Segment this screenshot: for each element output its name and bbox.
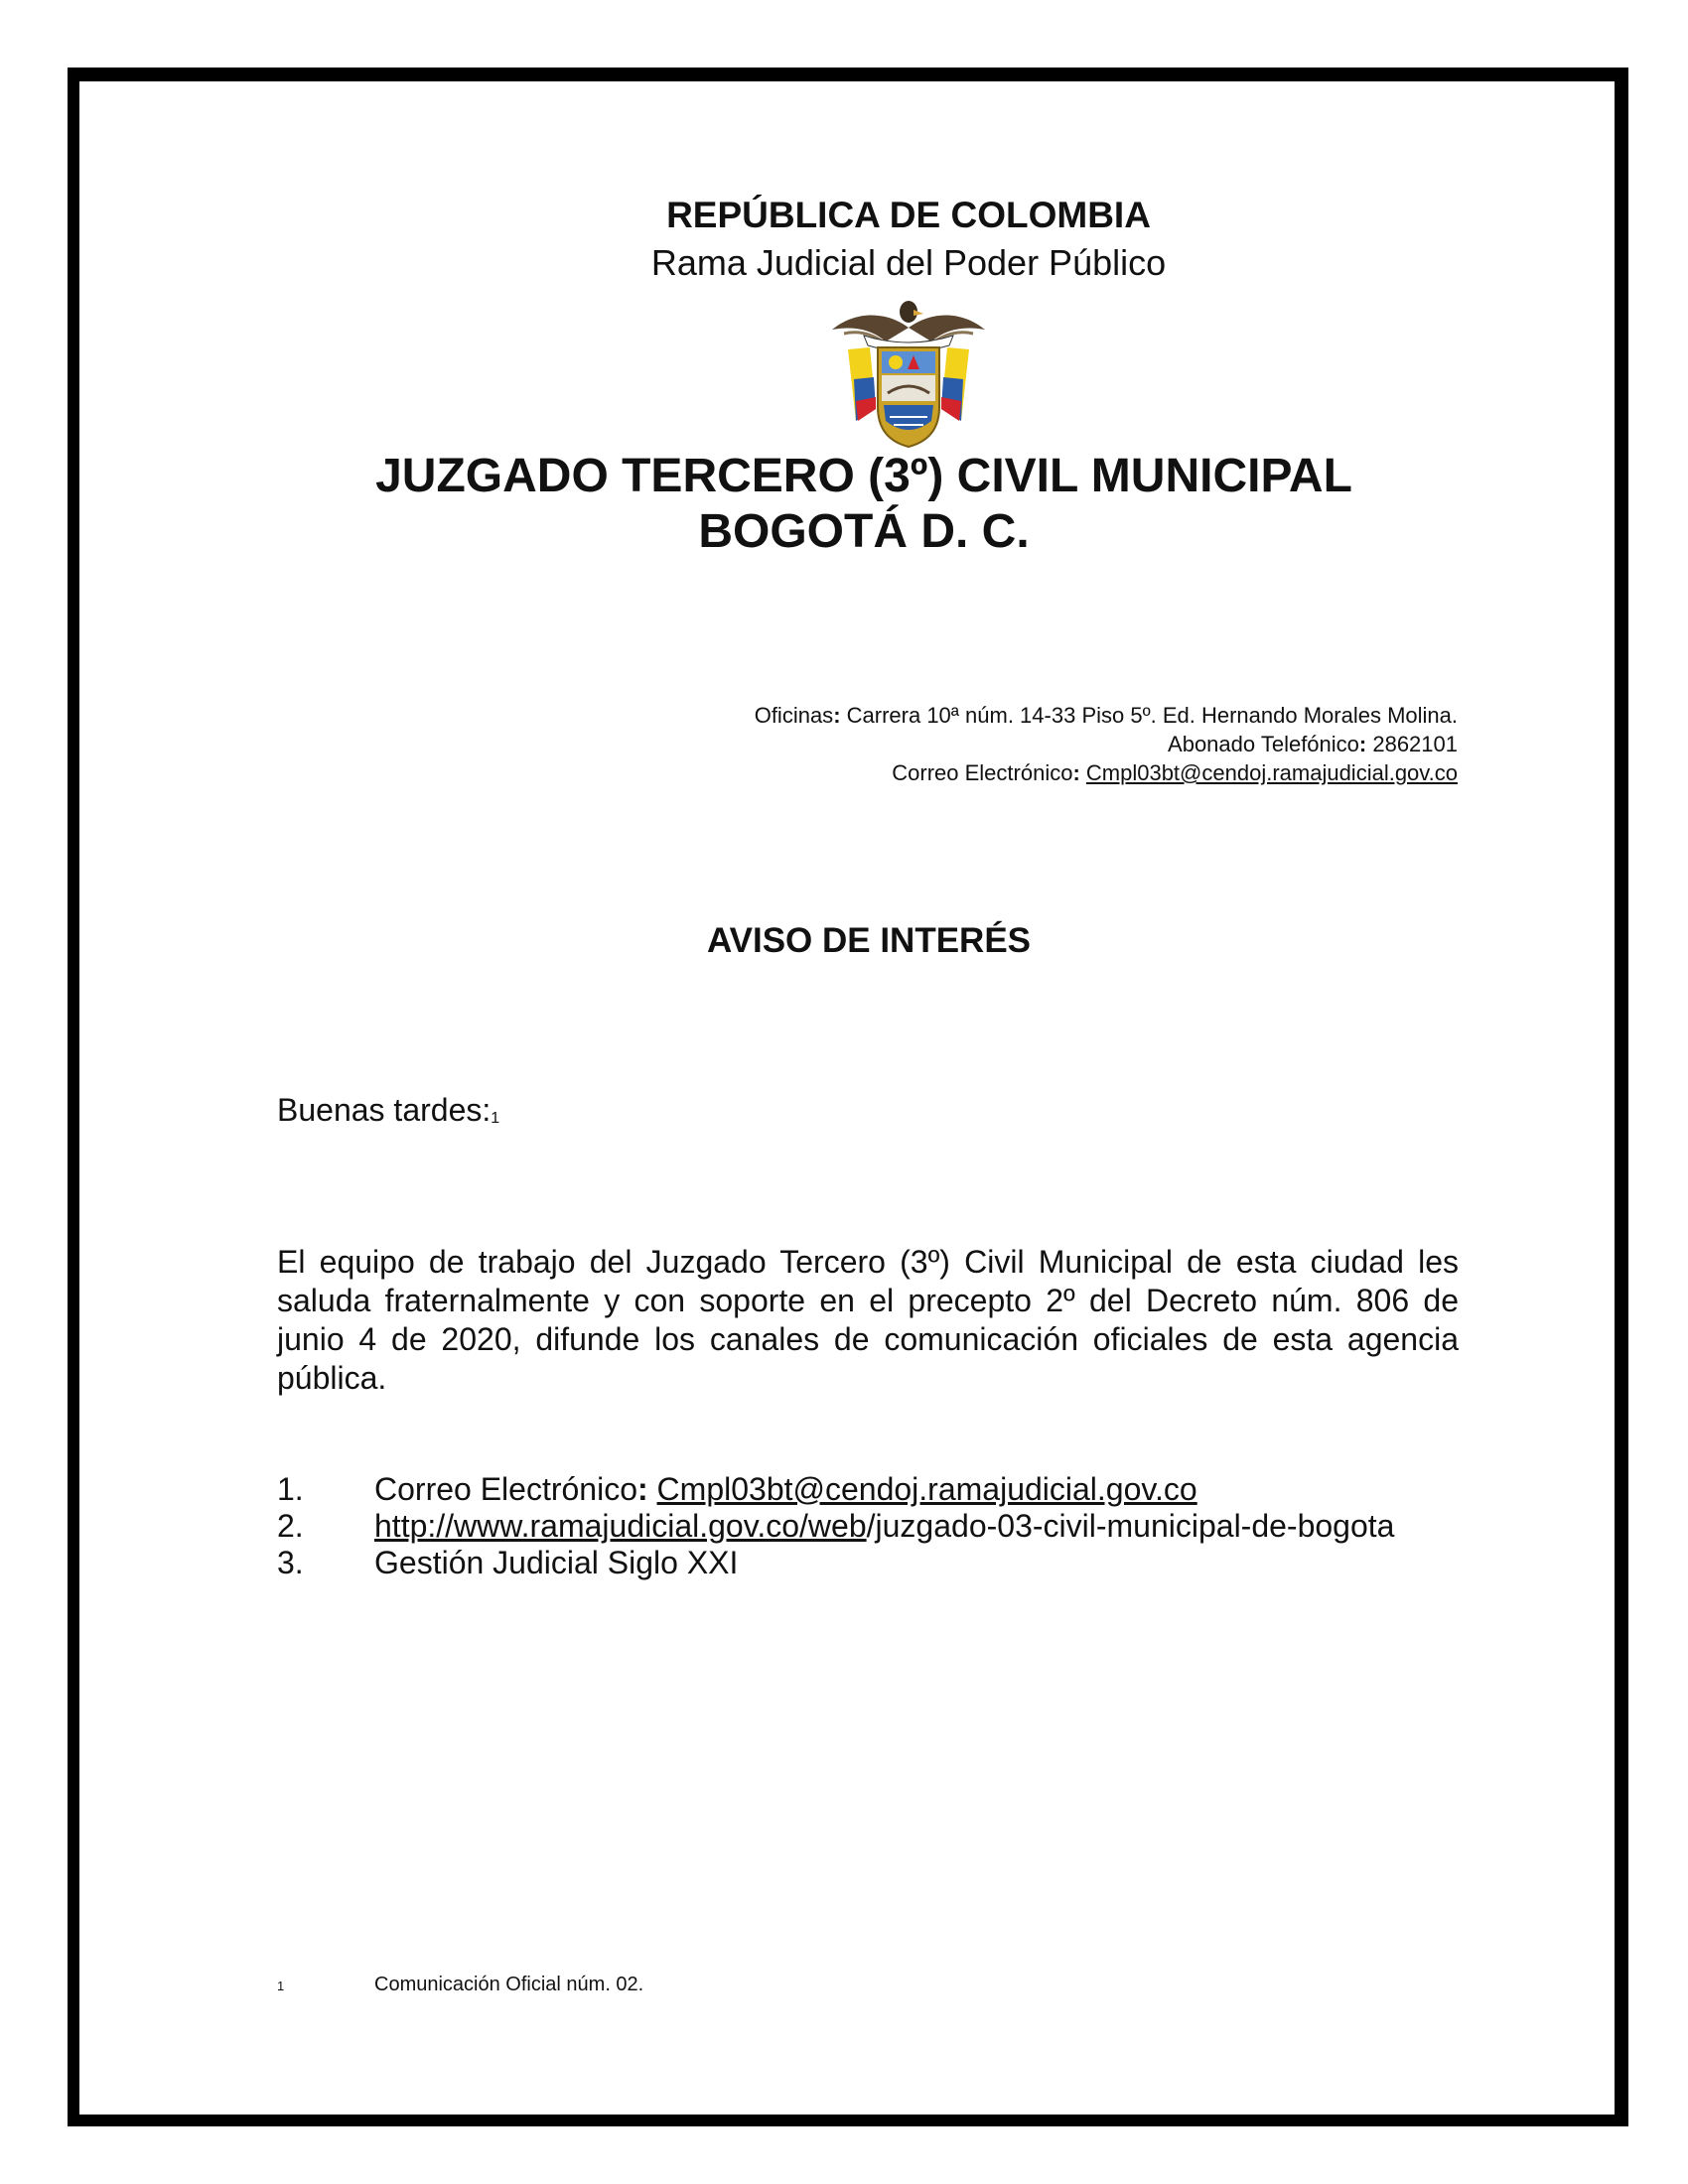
email-link[interactable]: Cmpl03bt@cendoj.ramajudicial.gov.co [1085,760,1458,785]
country-heading: REPÚBLICA DE COLOMBIA [666,195,1151,235]
greeting [277,1092,499,1129]
channel-email [374,1471,1197,1508]
court-name-line1: JUZGADO TERCERO (3º) CIVIL MUNICIPAL [375,450,1352,502]
offices-label: Oficinas [754,703,834,728]
channel-email-separator: : [637,1471,657,1507]
colombia-coat-of-arms-icon [824,290,993,451]
channel-system: Gestión Judicial Siglo XXI [374,1545,739,1580]
phone-line [755,730,1458,758]
channels-list [277,1471,1394,1581]
channel-email-link[interactable]: Cmpl03bt@cendoj.ramajudicial.gov.co [656,1471,1197,1507]
channel-website-path: /juzgado-03-civil-municipal-de-bogota [866,1508,1395,1544]
branch-subheading: Rama Judicial del Poder Público [650,242,1167,283]
list-item [277,1471,1394,1508]
footnote-mark: 1 [277,1979,285,1993]
email-line [755,758,1458,787]
list-number: 3. [277,1545,304,1580]
email-label: Correo Electrónico [892,760,1073,785]
body-paragraph: El equipo de trabajo del Juzgado Tercero (3º) Civil Municipal de esta ciudad les saluda fraternalmente y con soporte en el precepto 2º del Decreto núm. 806 de junio 4 de 2020, difunde los canales de comunicación oficiales de esta agencia pública. [277,1244,1459,1396]
offices-value: Carrera 10ª núm. 14-33 Piso 5º. Ed. Hernando Morales Molina. [840,703,1458,728]
list-item [277,1545,1394,1581]
offices-line [755,701,1458,730]
court-name [248,449,1479,560]
channel-website-link[interactable]: http://www.ramajudicial.gov.co/web [374,1508,867,1544]
footnote-text: Comunicación Oficial núm. 02. [374,1974,644,1995]
footnote-reference[interactable]: 1 [491,1110,500,1127]
phone-label: Abonado Telefónico [1168,732,1359,756]
phone-separator: : [1358,732,1367,756]
email-separator: : [1072,760,1080,785]
offices-separator: : [833,703,841,728]
court-name-line2: BOGOTÁ D. C. [698,505,1030,558]
list-number: 2. [277,1508,304,1544]
phone-value: 2862101 [1366,732,1458,756]
contact-block [755,701,1458,787]
footnote [277,1974,643,1996]
channel-email-label: Correo Electrónico [374,1471,637,1507]
list-number: 1. [277,1471,304,1507]
notice-title: AVISO DE INTERÉS [706,921,1032,960]
channel-website [374,1508,1394,1545]
list-item [277,1508,1394,1545]
greeting-text: Buenas tardes: [277,1092,492,1128]
